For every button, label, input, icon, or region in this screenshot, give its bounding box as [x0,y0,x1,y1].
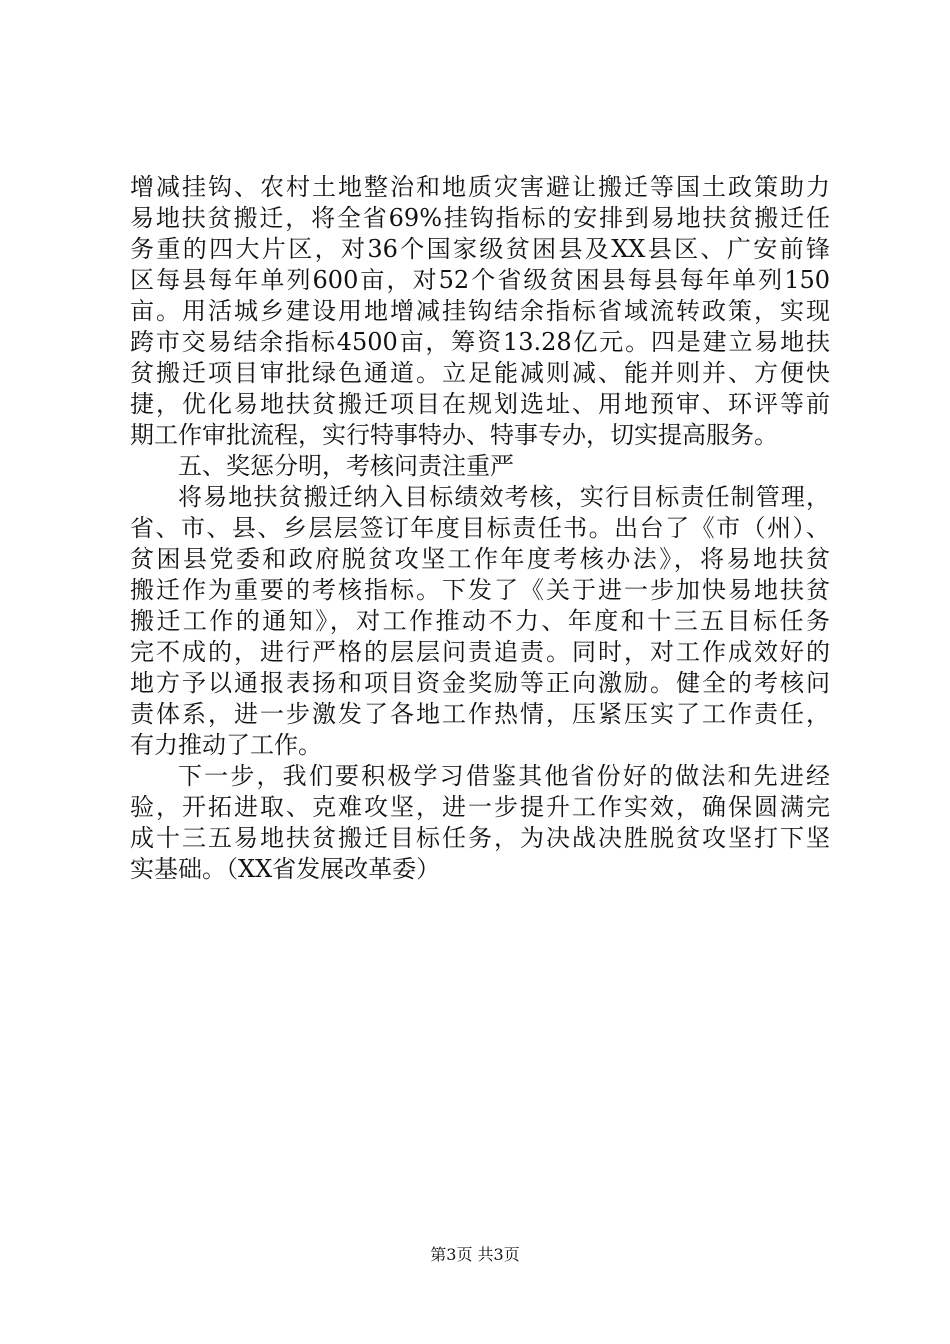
paragraph-line: 实基础。（XX省发展改革委） [130,855,441,883]
page-number-label: 第3页 共3页 [430,1245,520,1264]
paragraph-line: 易地扶贫搬迁，将全省69%挂钩指标的安排到易地扶贫搬迁任 [130,204,830,232]
paragraph-line: 期工作审批流程，实行特事特办、特事专办，切实提高服务。 [130,421,778,449]
section-heading: 五、奖惩分明，考核问责注重严 [178,452,514,480]
paragraph-line: 搬迁作为重要的考核指标。下发了《关于进一步加快易地扶贫 [130,576,830,604]
paragraph-line: 将易地扶贫搬迁纳入目标绩效考核，实行目标责任制管理， [178,483,830,511]
paragraph-line: 责体系，进一步激发了各地工作热情，压紧压实了工作责任， [130,700,830,728]
paragraph-line: 务重的四大片区，对36个国家级贫困县及XX县区、广安前锋 [130,235,830,263]
page-footer [0,1245,950,1265]
paragraph-line: 跨市交易结余指标4500亩，筹资13.28亿元。四是建立易地扶 [130,328,830,356]
paragraph-line: 亩。用活城乡建设用地增减挂钩结余指标省域流转政策，实现 [130,297,830,325]
paragraph-line: 搬迁工作的通知》，对工作推动不力、年度和十三五目标任务 [130,607,830,635]
paragraph-line: 贫搬迁项目审批绿色通道。立足能减则减、能并则并、方便快 [130,359,830,387]
paragraph-line: 贫困县党委和政府脱贫攻坚工作年度考核办法》，将易地扶贫 [130,545,830,573]
paragraph-line: 有力推动了工作。 [130,731,322,759]
paragraph-line: 省、市、县、乡层层签订年度目标责任书。出台了《市（州）、 [130,514,830,542]
paragraph-line: 地方予以通报表扬和项目资金奖励等正向激励。健全的考核问 [130,669,830,697]
paragraph-line: 区每县每年单列600亩，对52个省级贫困县每县每年单列150 [130,266,830,294]
paragraph-line: 增减挂钩、农村土地整治和地质灾害避让搬迁等国土政策助力 [130,173,830,201]
paragraph-line: 完不成的，进行严格的层层问责追责。同时，对工作成效好的 [130,638,830,666]
paragraph-line: 验，开拓进取、克难攻坚，进一步提升工作实效，确保圆满完 [130,793,830,821]
paragraph-line: 下一步，我们要积极学习借鉴其他省份好的做法和先进经 [178,762,830,790]
paragraph-line: 成十三五易地扶贫搬迁目标任务，为决战决胜脱贫攻坚打下坚 [130,824,830,852]
document-body [130,172,830,885]
paragraph-line: 捷，优化易地扶贫搬迁项目在规划选址、用地预审、环评等前 [130,390,830,418]
